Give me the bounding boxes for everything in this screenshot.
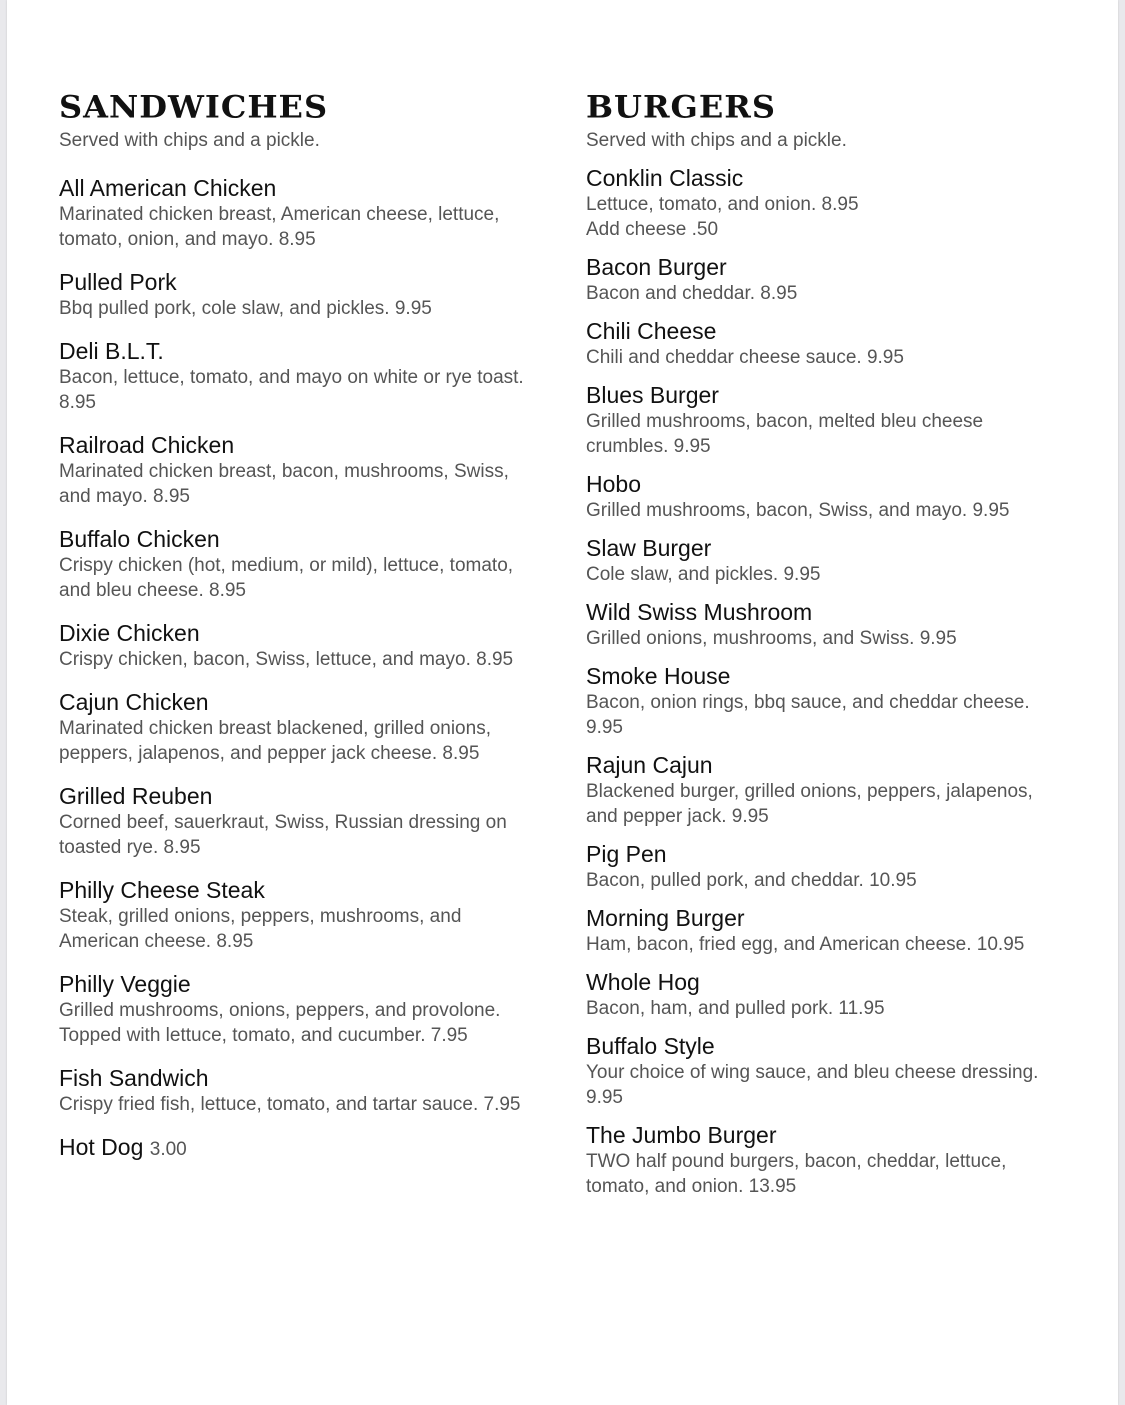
item-description: Grilled onions, mushrooms, and Swiss. 9.95 [586,628,957,649]
menu-item [59,174,539,252]
item-name: Wild Swiss Mushroom [586,599,813,625]
menu-item [59,619,539,672]
item-description: Crispy chicken (hot, medium, or mild), lettuce, tomato, and bleu cheese. 8.95 [59,555,514,601]
item-name: Hot Dog [59,1134,144,1160]
menu-item [59,876,539,954]
item-description: Bbq pulled pork, cole slaw, and pickles. 9.95 [59,298,432,319]
item-description: Marinated chicken breast, American cheese, lettuce, tomato, onion, and mayo. 8.95 [59,204,500,250]
item-description: Cole slaw, and pickles. 9.95 [586,564,821,585]
menu-item [59,782,539,860]
item-name: Philly Veggie [59,971,191,997]
item-name: Smoke House [586,663,731,689]
item-name: Conklin Classic [586,165,744,191]
item-addon: Add cheese .50 [586,219,719,240]
item-description: Corned beef, sauerkraut, Swiss, Russian dressing on toasted rye. 8.95 [59,812,507,858]
burgers-section [586,88,1066,1210]
burgers-list [586,164,1066,1199]
item-name: The Jumbo Burger [586,1122,777,1148]
item-description: Grilled mushrooms, bacon, melted bleu cheese crumbles. 9.95 [586,411,984,457]
menu-item [586,662,1066,740]
menu-item [586,253,1066,306]
item-name: Hobo [586,471,641,497]
item-description: Marinated chicken breast blackened, grilled onions, peppers, jalapenos, and pepper jack cheese. 8.95 [59,718,491,764]
item-name: Deli B.L.T. [59,338,164,364]
item-name: Blues Burger [586,382,719,408]
item-description: Lettuce, tomato, and onion. 8.95 [586,194,859,215]
item-description: Bacon and cheddar. 8.95 [586,283,798,304]
menu-item [586,470,1066,523]
item-name: Rajun Cajun [586,752,713,778]
menu-item [586,1121,1066,1199]
menu-item [586,598,1066,651]
item-description: Bacon, ham, and pulled pork. 11.95 [586,998,885,1019]
menu-item [586,317,1066,370]
sandwiches-section [59,88,539,1180]
item-description: Chili and cheddar cheese sauce. 9.95 [586,347,904,368]
item-name: Philly Cheese Steak [59,877,265,903]
item-name: Morning Burger [586,905,745,931]
menu-item [59,431,539,509]
sandwiches-list [59,174,539,1164]
menu-page [7,0,1118,1405]
item-name-line [59,1133,539,1164]
burgers-subtitle: Served with chips and a pickle. [586,130,847,151]
item-price: 3.00 [149,1139,187,1160]
item-description: Grilled mushrooms, onions, peppers, and provolone. Topped with lettuce, tomato, and cucumber. 7.95 [59,1000,501,1046]
sandwiches-subtitle: Served with chips and a pickle. [59,130,320,151]
menu-item [59,1064,539,1117]
menu-item [586,904,1066,957]
item-description: Steak, grilled onions, peppers, mushrooms, and American cheese. 8.95 [59,906,462,952]
menu-item [586,1032,1066,1110]
item-name: Pulled Pork [59,269,177,295]
menu-item [586,534,1066,587]
menu-item-hot-dog [59,1133,539,1164]
menu-item [586,164,1066,242]
menu-item [59,970,539,1048]
menu-item [586,968,1066,1021]
item-description: Blackened burger, grilled onions, peppers, jalapenos, and pepper jack. 9.95 [586,781,1033,827]
item-description: Grilled mushrooms, bacon, Swiss, and mayo. 9.95 [586,500,1010,521]
item-description: Ham, bacon, fried egg, and American cheese. 10.95 [586,934,1025,955]
menu-item [59,337,539,415]
item-description: Crispy fried fish, lettuce, tomato, and tartar sauce. 7.95 [59,1094,521,1115]
item-description: Your choice of wing sauce, and bleu cheese dressing. 9.95 [586,1062,1039,1108]
item-name: Slaw Burger [586,535,712,561]
item-description: Crispy chicken, bacon, Swiss, lettuce, and mayo. 8.95 [59,649,514,670]
item-name: Buffalo Chicken [59,526,220,552]
item-name: Fish Sandwich [59,1065,209,1091]
menu-item [59,268,539,321]
burgers-title: BURGERS [586,88,776,126]
item-description: Marinated chicken breast, bacon, mushrooms, Swiss, and mayo. 8.95 [59,461,509,507]
item-name: Bacon Burger [586,254,727,280]
sandwiches-title: SANDWICHES [59,88,329,126]
item-name: Chili Cheese [586,318,717,344]
item-name: All American Chicken [59,175,277,201]
item-name: Pig Pen [586,841,667,867]
item-description: TWO half pound burgers, bacon, cheddar, lettuce, tomato, and onion. 13.95 [586,1151,1007,1197]
item-name: Railroad Chicken [59,432,235,458]
item-name: Buffalo Style [586,1033,715,1059]
item-name: Whole Hog [586,969,700,995]
menu-item [59,688,539,766]
item-name: Dixie Chicken [59,620,200,646]
menu-item [586,381,1066,459]
item-description: Bacon, lettuce, tomato, and mayo on white or rye toast. 8.95 [59,367,524,413]
item-description: Bacon, pulled pork, and cheddar. 10.95 [586,870,917,891]
item-name: Grilled Reuben [59,783,213,809]
menu-item [586,751,1066,829]
menu-item [586,840,1066,893]
menu-item [59,525,539,603]
item-name: Cajun Chicken [59,689,209,715]
item-description: Bacon, onion rings, bbq sauce, and cheddar cheese. 9.95 [586,692,1030,738]
